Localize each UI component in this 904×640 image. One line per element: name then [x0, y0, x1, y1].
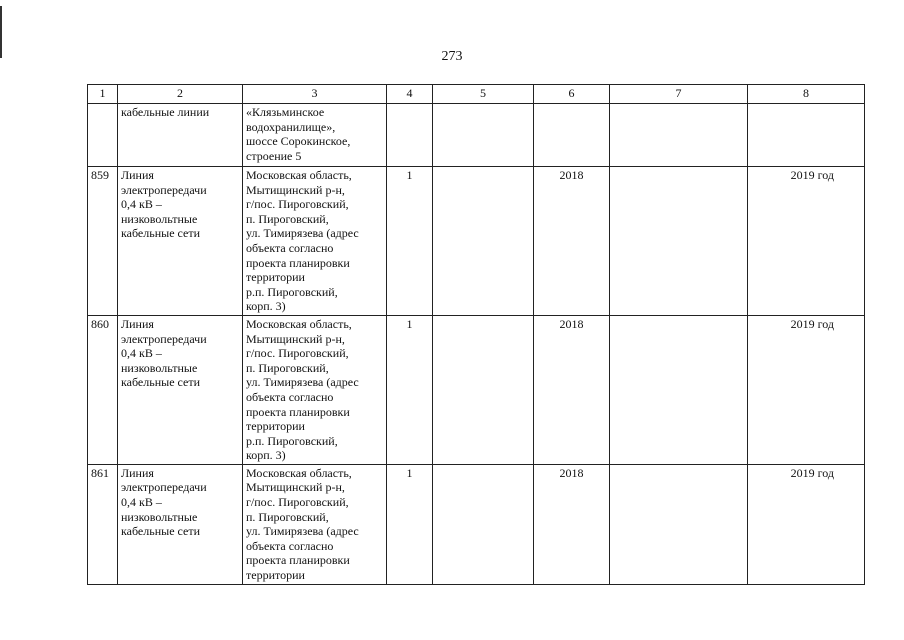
col5-cell	[433, 315, 534, 464]
col4-cell: 1	[387, 167, 433, 316]
address-cell: «Клязьминское водохранилище», шоссе Сорокинское, строение 5	[243, 104, 387, 167]
column-header-1: 1	[88, 85, 118, 104]
col8-cell: 2019 год	[748, 315, 865, 464]
column-header-4: 4	[387, 85, 433, 104]
object-name-cell: Линия электропередачи 0,4 кВ – низковольтные кабельные сети	[118, 464, 243, 584]
page-number: 273	[441, 49, 463, 64]
column-header-8: 8	[748, 85, 865, 104]
table-row	[88, 315, 865, 464]
col6-cell: 2018	[534, 315, 610, 464]
col8-cell: 2019 год	[748, 464, 865, 584]
column-header-3: 3	[243, 85, 387, 104]
address-cell: Московская область, Мытищинский р-н, г/пос. Пироговский, п. Пироговский, ул. Тимирязева (адрес объекта согласно проекта планировки территории р.п. Пироговский, корп. 3)	[243, 315, 387, 464]
object-name-cell: Линия электропередачи 0,4 кВ – низковольтные кабельные сети	[118, 315, 243, 464]
col7-cell	[610, 104, 748, 167]
column-header-5: 5	[433, 85, 534, 104]
col4-cell: 1	[387, 464, 433, 584]
address-cell: Московская область, Мытищинский р-н, г/пос. Пироговский, п. Пироговский, ул. Тимирязева (адрес объекта согласно проекта планировки территории	[243, 464, 387, 584]
col4-cell	[387, 104, 433, 167]
table-row	[88, 104, 865, 167]
col5-cell	[433, 104, 534, 167]
table-row	[88, 167, 865, 316]
address-cell: Московская область, Мытищинский р-н, г/пос. Пироговский, п. Пироговский, ул. Тимирязева (адрес объекта согласно проекта планировки территории р.п. Пироговский, корп. 3)	[243, 167, 387, 316]
col6-cell: 2018	[534, 464, 610, 584]
col5-cell	[433, 167, 534, 316]
column-header-7: 7	[610, 85, 748, 104]
col7-cell	[610, 315, 748, 464]
col7-cell	[610, 167, 748, 316]
col8-cell	[748, 104, 865, 167]
column-header-2: 2	[118, 85, 243, 104]
object-name-cell: кабельные линии	[118, 104, 243, 167]
data-table	[87, 84, 865, 585]
col8-cell: 2019 год	[748, 167, 865, 316]
row-number-cell	[88, 104, 118, 167]
col7-cell	[610, 464, 748, 584]
row-number-cell: 861	[88, 464, 118, 584]
table-row	[88, 464, 865, 584]
row-number-cell: 859	[88, 167, 118, 316]
object-name-cell: Линия электропередачи 0,4 кВ – низковольтные кабельные сети	[118, 167, 243, 316]
row-number-cell: 860	[88, 315, 118, 464]
col5-cell	[433, 464, 534, 584]
col4-cell: 1	[387, 315, 433, 464]
col6-cell: 2018	[534, 167, 610, 316]
column-header-6: 6	[534, 85, 610, 104]
table-header-row	[88, 85, 865, 104]
col6-cell	[534, 104, 610, 167]
